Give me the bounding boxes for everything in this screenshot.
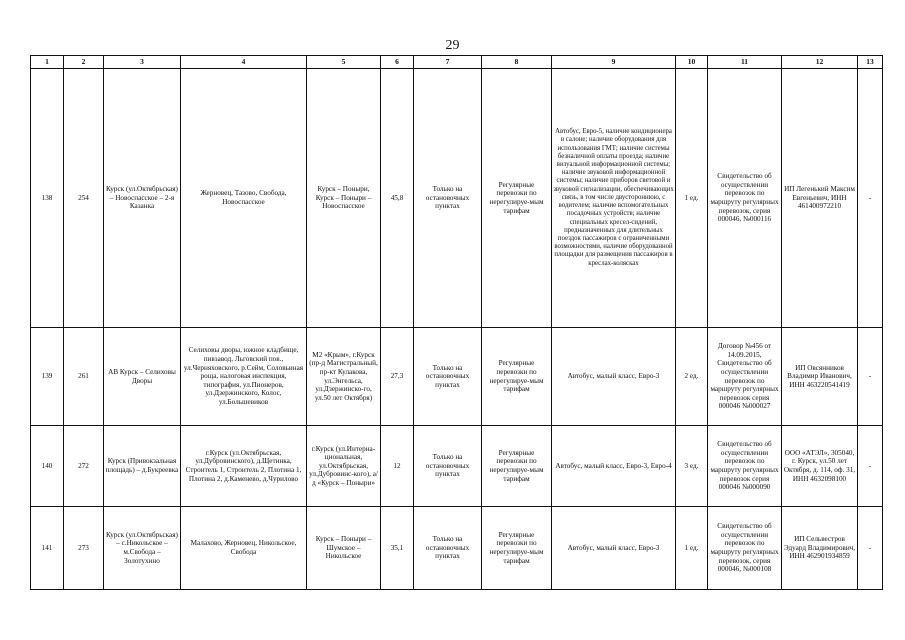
column-number: 11 (708, 56, 782, 69)
column-number: 12 (782, 56, 858, 69)
table-row (31, 328, 883, 426)
transport-type: Регулярные перевозки по нерегулируе-мым тарифам (482, 426, 552, 507)
vehicle-count: 3 ед. (676, 426, 708, 507)
table-row (31, 426, 883, 507)
roads-list: Курск – Поныри – Шумское – Никольское (307, 507, 381, 590)
transport-type: Регулярные перевозки по нерегулируе-мым тарифам (482, 328, 552, 426)
route-length: 45,8 (381, 69, 414, 328)
notes: - (858, 507, 883, 590)
stops-list: Жерновец, Тазово, Свобода, Новоспасское (181, 69, 307, 328)
table-row (31, 507, 883, 590)
column-number: 8 (482, 56, 552, 69)
notes: - (858, 328, 883, 426)
row-index: 141 (31, 507, 64, 590)
transport-type: Регулярные перевозки по нерегулируе-мым тарифам (482, 69, 552, 328)
roads-list: Курск – Поныри, Курск – Поныри – Новоспасское (307, 69, 381, 328)
certificate-info: Свидетельство об осуществлении перевозок по маршруту регулярных перевозок, серия 000046, №000116 (708, 69, 782, 328)
column-number: 2 (64, 56, 104, 69)
boarding-order: Только на остановочных пунктах (414, 69, 482, 328)
route-length: 12 (381, 426, 414, 507)
route-number: 273 (64, 507, 104, 590)
carrier-info: ИП Легенький Максим Евгеньевич, ИНН 461400972210 (782, 69, 858, 328)
certificate-info: Договор №456 от 14.09.2015, Свидетельство об осуществлении перевозок по маршруту регулярных перевозок серия 000046 №000027 (708, 328, 782, 426)
vehicle-count: 1 ед. (676, 69, 708, 328)
column-number: 13 (858, 56, 883, 69)
route-length: 27,3 (381, 328, 414, 426)
column-number: 4 (181, 56, 307, 69)
column-number: 9 (552, 56, 676, 69)
column-number: 1 (31, 56, 64, 69)
boarding-order: Только на остановочных пунктах (414, 507, 482, 590)
certificate-info: Свидетельство об осуществлении перевозок по маршруту регулярных перевозок, серия 000046, №000108 (708, 507, 782, 590)
roads-list: М2 «Крым», г.Курск (пр-д Магистральный, пр-кт Кулакова, ул.Энгельса, ул.Дзержинско-го, ул.50 лет Октября) (307, 328, 381, 426)
boarding-order: Только на остановочных пунктах (414, 328, 482, 426)
route-name: Курск (Привокзальная площадь) – д.Букреевка (104, 426, 181, 507)
column-number: 6 (381, 56, 414, 69)
route-number: 272 (64, 426, 104, 507)
vehicle-characteristics: Автобус, малый класс, Евро-3 (552, 328, 676, 426)
vehicle-characteristics: Автобус, малый класс, Евро-3 (552, 507, 676, 590)
carrier-info: ИП Сельвестров Эдуард Владимирович, ИНН 462901934859 (782, 507, 858, 590)
notes: - (858, 426, 883, 507)
notes: - (858, 69, 883, 328)
table-row (31, 69, 883, 328)
row-index: 138 (31, 69, 64, 328)
carrier-info: ИП Овсянников Владимир Иванович, ИНН 463220541419 (782, 328, 858, 426)
route-name: АВ Курск – Селиховы Дворы (104, 328, 181, 426)
carrier-info: ООО «АТЭЛ», 305040, г. Курск, ул.50 лет Октября, д. 114, оф. 31, ИНН 4632098100 (782, 426, 858, 507)
route-registry-table (30, 55, 883, 590)
column-number: 5 (307, 56, 381, 69)
transport-type: Регулярные перевозки по нерегулируе-мым тарифам (482, 507, 552, 590)
boarding-order: Только на остановочных пунктах (414, 426, 482, 507)
vehicle-characteristics: Автобус, малый класс, Евро-3, Евро-4 (552, 426, 676, 507)
column-number: 10 (676, 56, 708, 69)
roads-list: г.Курск (ул.Интерна-циональная, ул.Октябрьская, ул.Дубровинс-кого), а/д «Курск – Поныри» (307, 426, 381, 507)
route-number: 261 (64, 328, 104, 426)
stops-list: г.Курск (ул.Октябрьская, ул.Дубровинского), д.Щетинка, Строитель 1, Строитель 2, Плотина 1, Плотина 2, д.Каменево, д.Чурилово (181, 426, 307, 507)
certificate-info: Свидетельство об осуществлении перевозок по маршруту регулярных перевозок серия 000046 №000090 (708, 426, 782, 507)
page-number: 29 (445, 38, 460, 53)
stops-list: Малахово, Жерновец, Никольское, Свобода (181, 507, 307, 590)
column-number: 7 (414, 56, 482, 69)
column-number: 3 (104, 56, 181, 69)
route-length: 35,1 (381, 507, 414, 590)
route-name: Курск (ул.Октябрьская) – с.Никольское – м.Свобода – Золотухино (104, 507, 181, 590)
vehicle-characteristics: Автобус, Евро-5, наличие кондиционера в салоне; наличие оборудования для использования ГМТ; наличие системы безналичной оплаты проезда; наличие визуальной информационной системы; наличие звуковой информационной системы; наличие приборов световой и звуковой сигнализации, обеспечивающих связь, в том числе двустороннюю, с водителем; наличие вспомогательных посадочных устройств; наличие специальных кресел-сидений, предназначенных для длительных поездок пассажиров с ограниченными возможностями, наличие оборудованной площадки для размещения пассажиров в креслах-колясках (552, 69, 676, 328)
vehicle-count: 2 ед. (676, 328, 708, 426)
row-index: 140 (31, 426, 64, 507)
row-index: 139 (31, 328, 64, 426)
route-name: Курск (ул.Октябрьская) – Новоспасское – 2-я Казанка (104, 69, 181, 328)
vehicle-count: 1 ед. (676, 507, 708, 590)
column-number-row (31, 56, 883, 69)
stops-list: Селиховы дворы, южное кладбище, пивзавод, Льговский пов., ул.Черняховского, р.Сейм, Соловьиная роща, налоговая инспекция, типография, ул.Пионеров, ул.Дзержинского, Колос, ул.Большевиков (181, 328, 307, 426)
route-number: 254 (64, 69, 104, 328)
